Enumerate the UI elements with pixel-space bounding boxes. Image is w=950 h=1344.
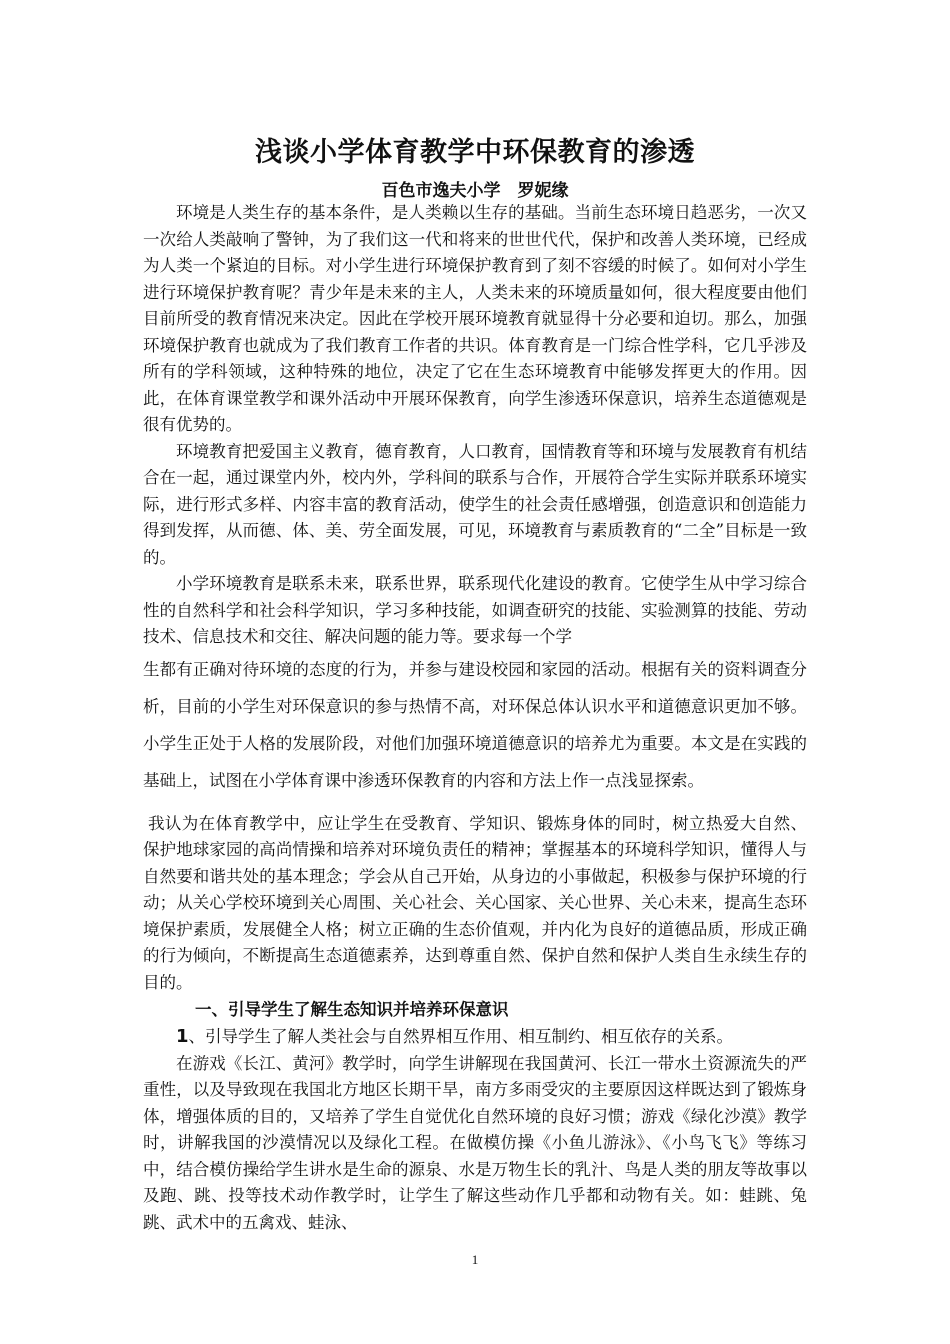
section-heading-1: 一、引导学生了解生态知识并培养环保意识 [195, 1000, 509, 1019]
page-number: 1 [471, 1252, 479, 1267]
paragraph-2: 环境教育把爱国主义教育，德育教育，人口教育，国情教育等和环境与发展教育有机结合在一起，通过课堂内外，校内外，学科间的联系与合作，开展符合学生实际并联系环境实际，进行形式多样、内容丰富的教育活动，使学生的社会责任感增强，创造意识和创造能力得到发挥，从而德、体、美、劳全面发展，可见，环境教育与素质教育的“二全”目标是一致的。 [143, 441, 807, 567]
author-line: 百色市逸夫小学 罗妮缘 [381, 181, 569, 201]
page-title: 浅谈小学体育教学中环保教育的渗透 [255, 137, 695, 168]
paragraph-1: 环境是人类生存的基本条件，是人类赖以生存的基础。当前生态环境日趋恶劣，一次又一次给人类敲响了警钟，为了我们这一代和将来的世世代代，保护和改善人类环境，已经成为人类一个紧迫的目标。对小学生进行环境保护教育到了刻不容缓的时候了。如何对小学生进行环境保护教育呢？青少年是未来的主人，人类未来的环境质量如何，很大程度要由他们目前所受的教育情况来决定。因此在学校开展环境教育就显得十分必要和迫切。那么，加强环境保护教育也就成为了我们教育工作者的共识。体育教育是一门综合性学科，它几乎涉及所有的学科领域，这种特殊的地位，决定了它在生态环境教育中能够发挥更大的作用。因此，在体育课堂教学和课外活动中开展环保教育，向学生渗透环保意识，培养生态道德观是很有优势的。 [143, 203, 807, 434]
paragraph-3b: 生都有正确对待环境的态度的行为，并参与建设校园和家园的活动。根据有关的资料调查分析，目前的小学生对环保意识的参与热情不高，对环保总体认识水平和道德意识更加不够。小学生正处于人格的发展阶段，对他们加强环境道德意识的培养尤为重要。本文是在实践的基础上，试图在小学体育课中渗透环保教育的内容和方法上作一点浅显探索。 [143, 659, 807, 790]
document-body [143, 200, 807, 1236]
paragraph-4: 我认为在体育教学中，应让学生在受教育、学知识、锻炼身体的同时，树立热爱大自然、保护地球家园的高尚情操和培养对环境负责任的精神；掌握基本的环境科学知识，懂得人与自然要和谐共处的基本理念；学会从自己开始，从身边的小事做起，积极参与保护环境的行动；从关心学校环境到关心周围、关心社会、关心国家、关心世界、关心未来，提高生态环境保护素质，发展健全人格；树立正确的生态价值观，并内化为良好的道德品质，形成正确的行为倾向，不断提高生态道德素养，达到尊重自然、保护自然和保护人类自生永续生存的目的。 [143, 813, 807, 992]
paragraph-5: 在游戏《长江、黄河》教学时，向学生讲解现在我国黄河、长江一带水土资源流失的严重性，以及导致现在我国北方地区长期干旱，南方多雨受灾的主要原因这样既达到了锻炼身体，增强体质的目的，又培养了学生自觉优化自然环境的良好习惯；游戏《绿化沙漠》教学时，讲解我国的沙漠情况以及绿化工程。在做模仿操《小鱼儿游泳》、《小鸟飞飞》等练习中，结合模仿操给学生讲水是生命的源泉、水是万物生长的乳汁、鸟是人类的朋友等故事以及跑、跳、投等技术动作教学时，让学生了解这些动作几乎都和动物有关。如：蛙跳、兔跳、武术中的五禽戏、蛙泳、 [143, 1053, 807, 1232]
subsection-1 [143, 1024, 807, 1051]
subsection-number: 1 [176, 1026, 189, 1047]
paragraph-3a: 小学环境教育是联系未来，联系世界，联系现代化建设的教育。它使学生从中学习综合性的自然科学和社会科学知识，学习多种技能，如调查研究的技能、实验测算的技能、劳动技术、信息技术和交往、解决问题的能力等。要求每一个学 [143, 574, 807, 646]
subsection-text: 、引导学生了解人类社会与自然界相互作用、相互制约、相互依存的关系。 [188, 1027, 734, 1046]
